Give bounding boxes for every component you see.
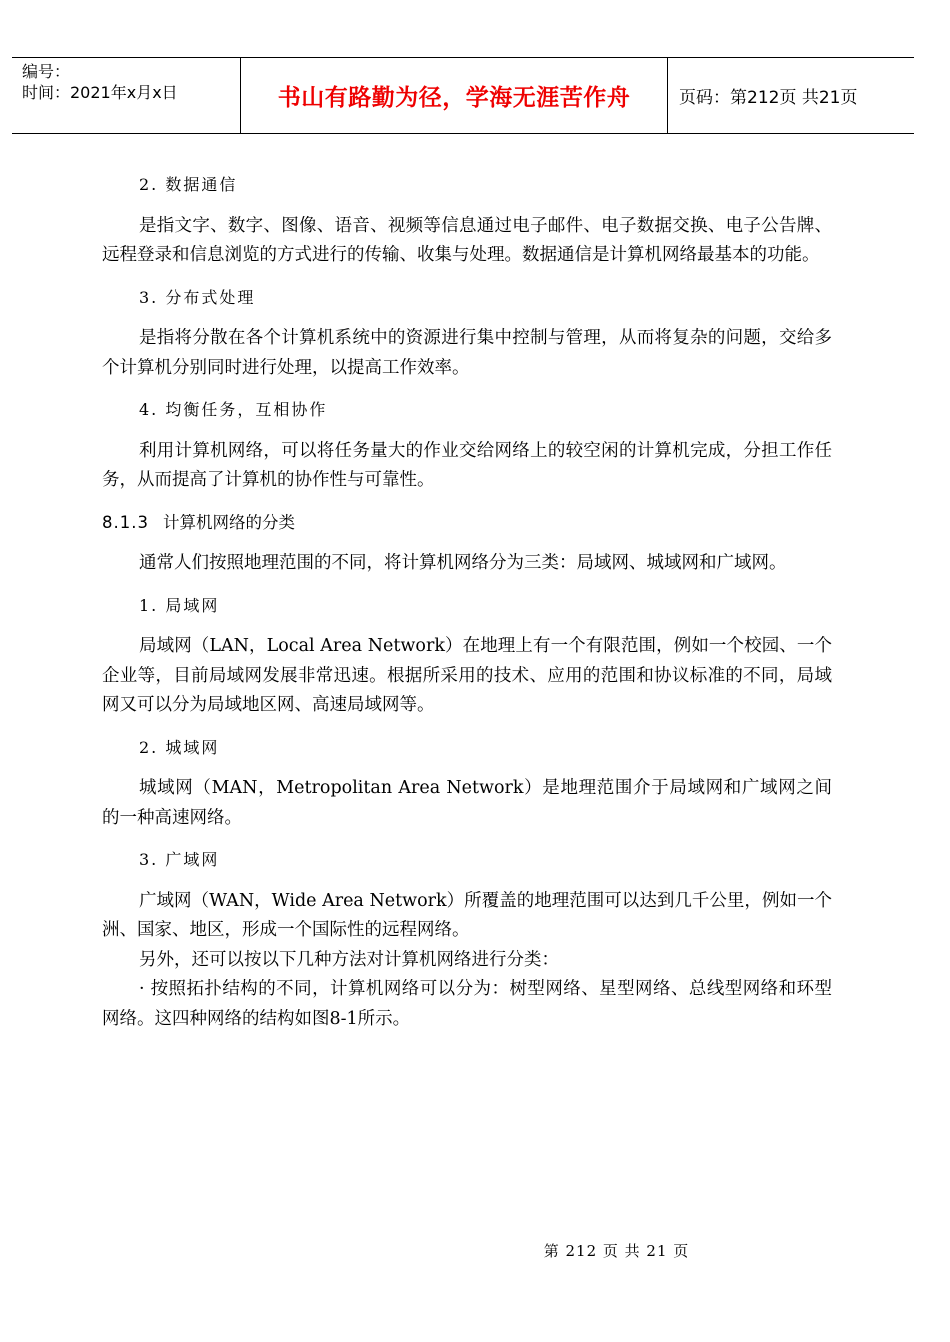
subsection-title: 2. 数据通信 (139, 175, 238, 194)
paragraph: 是指将分散在各个计算机系统中的资源进行集中控制与管理，从而将复杂的问题，交给多个计算机分别同时进行处理，以提高工作效率。 (102, 328, 832, 378)
header-page-label: 页码：第212页 共21页 (679, 88, 858, 108)
paragraph: 另外，还可以按以下几种方法对计算机网络进行分类： (139, 949, 559, 970)
header-meta-cell (12, 58, 241, 133)
header-page-cell (668, 58, 914, 133)
subsection-title: 3. 广域网 (139, 850, 220, 869)
section-number: 8.1.3 (102, 512, 149, 532)
section-heading (102, 508, 832, 538)
subsection-title: 2. 城域网 (139, 737, 220, 757)
section-title: 计算机网络的分类 (162, 512, 295, 532)
time-label: 时间：2021年x月x日 (22, 83, 178, 102)
subsection-title: 4. 均衡任务，互相协作 (139, 400, 328, 419)
header-table (12, 57, 914, 134)
subsection-title: 3. 分布式处理 (139, 287, 256, 307)
bullet-paragraph: · 按照拓扑结构的不同，计算机网络可以分为：树型网络、星型网络、总线型网络和环型网络。这四种网络的结构如图8-1所示。 (102, 979, 832, 1029)
number-label: 编号： (22, 62, 71, 81)
paragraph: 局域网（LAN，Local Area Network）在地理上有一个有限范围，例如一个校园、一个企业等，目前局域网发展非常迅速。根据所采用的技术、应用的范围和协议标准的不同，局域网又可以分为局域地区网、高速局域网等。 (102, 636, 832, 715)
paragraph: 通常人们按照地理范围的不同，将计算机网络分为三类：局域网、城域网和广域网。 (139, 553, 787, 573)
page-footer: 第 212 页 共 21 页 (543, 1242, 690, 1260)
paragraph: 广域网（WAN，Wide Area Network）所覆盖的地理范围可以达到几千公里，例如一个洲、国家、地区，形成一个国际性的远程网络。 (102, 890, 832, 940)
header-motto-cell (241, 58, 668, 133)
subsection-title: 1. 局域网 (139, 595, 220, 615)
paragraph: 城域网（MAN，Metropolitan Area Network）是地理范围介于局域网和广域网之间的一种高速网络。 (102, 778, 832, 828)
header-motto: 书山有路勤为径，学海无涯苦作舟 (277, 85, 631, 111)
paragraph: 是指文字、数字、图像、语音、视频等信息通过电子邮件、电子数据交换、电子公告牌、远程登录和信息浏览的方式进行的传输、收集与处理。数据通信是计算机网络最基本的功能。 (102, 215, 832, 265)
document-body (102, 170, 832, 1034)
paragraph: 利用计算机网络，可以将任务量大的作业交给网络上的较空闲的计算机完成，分担工作任务，从而提高了计算机的协作性与可靠性。 (102, 440, 832, 490)
